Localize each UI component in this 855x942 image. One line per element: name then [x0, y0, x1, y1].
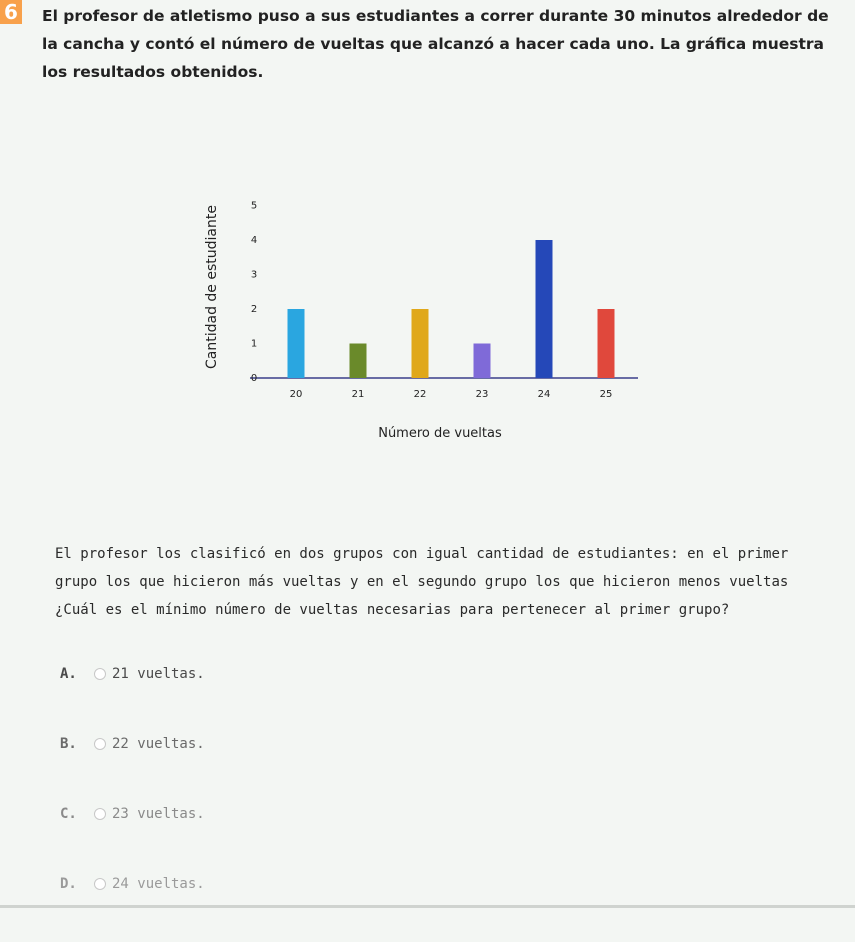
- radio-button[interactable]: [94, 808, 106, 820]
- question-prompt: [42, 2, 842, 86]
- x-tick-label: 21: [351, 389, 365, 400]
- option-d[interactable]: [60, 872, 205, 896]
- y-tick-label: 1: [250, 338, 258, 350]
- answer-options: [60, 662, 205, 942]
- prompt-line: los resultados obtenidos.: [42, 63, 264, 81]
- y-tick-label: 2: [250, 304, 258, 315]
- y-tick-label: 5: [250, 200, 258, 212]
- bar: [536, 240, 553, 378]
- y-tick-label: 0: [250, 373, 258, 384]
- x-tick-label: 24: [537, 389, 551, 400]
- x-tick-label: 25: [599, 389, 613, 400]
- radio-button[interactable]: [94, 668, 106, 680]
- prompt-line: El profesor de atletismo puso a sus estudiantes a correr durante 30 minutos alrededor de: [42, 7, 829, 25]
- body-line: ¿Cuál es el mínimo número de vueltas necesarias para pertenecer al primer grupo?: [55, 602, 730, 618]
- bar: [350, 344, 367, 379]
- bar: [598, 309, 615, 378]
- question-number: 6: [0, 0, 22, 24]
- bar-chart: [190, 185, 660, 450]
- bar: [288, 309, 305, 378]
- option-text: 24 vueltas.: [112, 876, 205, 892]
- x-tick-label: 23: [475, 389, 489, 400]
- option-letter: C.: [60, 806, 77, 822]
- option-b[interactable]: [60, 732, 205, 756]
- body-line: grupo los que hicieron más vueltas y en el segundo grupo los que hicieron menos vueltas: [55, 574, 789, 590]
- bar: [412, 309, 429, 378]
- body-line: El profesor los clasificó en dos grupos con igual cantidad de estudiantes: en el primer: [55, 546, 789, 562]
- x-tick-label: 20: [289, 389, 303, 400]
- divider: [0, 905, 855, 908]
- y-axis-label: Cantidad de estudiante: [204, 205, 220, 369]
- option-a[interactable]: [60, 662, 205, 686]
- y-tick-label: 4: [250, 235, 258, 246]
- y-tick-label: 3: [250, 269, 258, 281]
- option-text: 23 vueltas.: [112, 806, 205, 822]
- option-text: 22 vueltas.: [112, 736, 205, 752]
- x-tick-label: 22: [413, 389, 427, 400]
- option-text: 21 vueltas.: [112, 666, 205, 682]
- option-letter: D.: [60, 876, 77, 892]
- radio-button[interactable]: [94, 878, 106, 890]
- option-c[interactable]: [60, 802, 205, 826]
- x-axis-label: Número de vueltas: [378, 426, 502, 441]
- radio-button[interactable]: [94, 738, 106, 750]
- bar: [474, 344, 491, 379]
- question-body: [55, 540, 845, 624]
- option-letter: A.: [60, 666, 77, 682]
- option-letter: B.: [60, 736, 77, 752]
- prompt-line: la cancha y contó el número de vueltas que alcanzó a hacer cada uno. La gráfica muestra: [42, 35, 825, 53]
